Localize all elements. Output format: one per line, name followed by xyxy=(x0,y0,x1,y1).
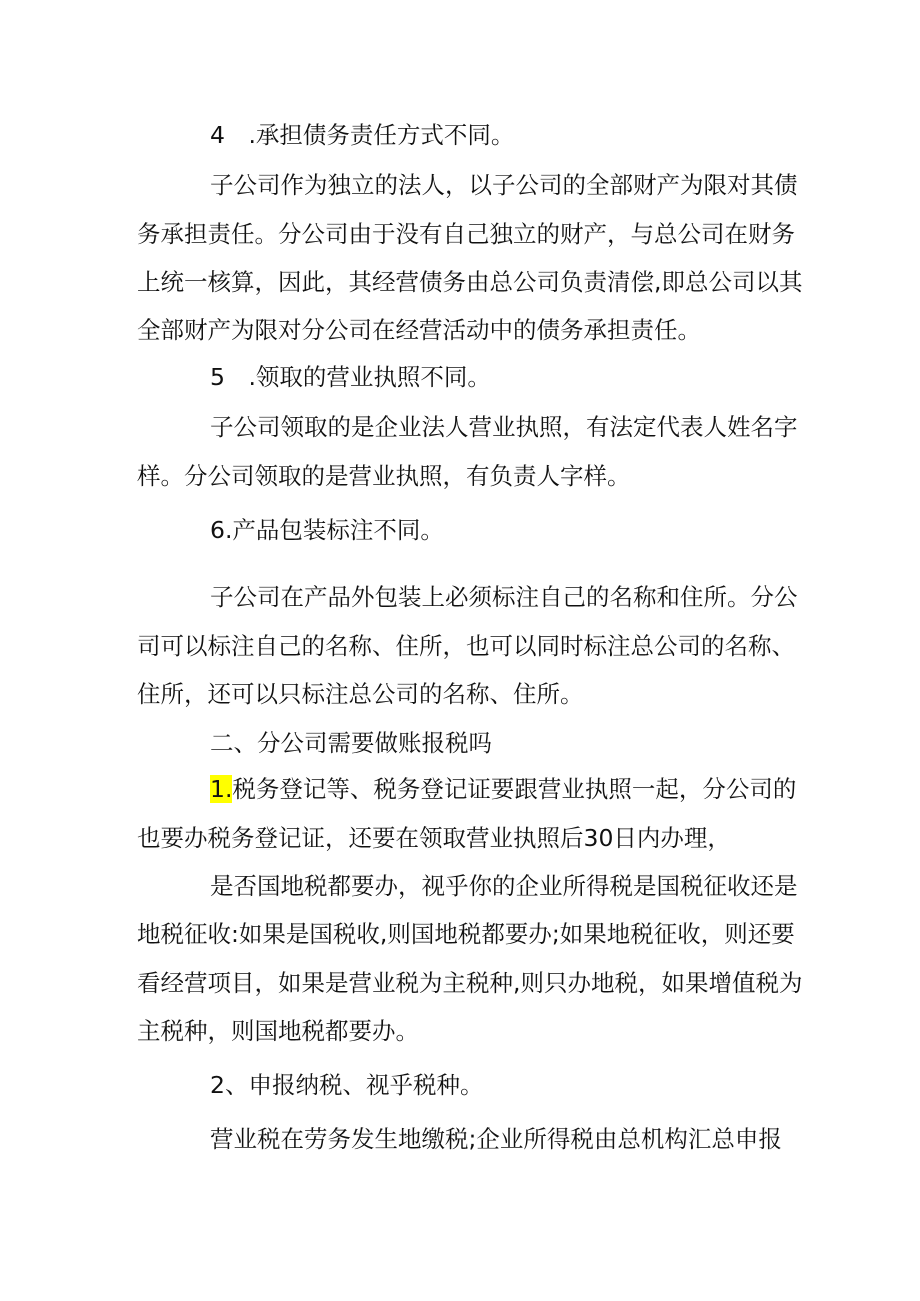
section-heading-er: 二、分公司需要做账报税吗 xyxy=(210,729,492,757)
paragraph-line: 营业税在劳务发生地缴税;企业所得税由总机构汇总申报 xyxy=(210,1125,782,1153)
section-heading-6: 6.产品包装标注不同。 xyxy=(210,516,444,544)
paragraph-line: 子公司作为独立的法人，以子公司的全部财产为限对其债 xyxy=(210,171,798,199)
section-heading-4: 4 .承担债务责任方式不同。 xyxy=(210,121,515,149)
paragraph-line: 也要办税务登记证，还要在领取营业执照后30日内办理， xyxy=(137,824,731,852)
section-heading-2: 2、申报纳税、视乎税种。 xyxy=(210,1071,484,1099)
paragraph-line: 司可以标注自己的名称、住所，也可以同时标注总公司的名称、 xyxy=(137,632,795,660)
paragraph-line: 住所，还可以只标注总公司的名称、住所。 xyxy=(137,680,584,708)
paragraph-line: 子公司领取的是企业法人营业执照，有法定代表人姓名字 xyxy=(210,413,798,441)
paragraph-line: 子公司在产品外包装上必须标注自己的名称和住所。分公 xyxy=(210,583,798,611)
paragraph-line: 样。分公司领取的是营业执照，有负责人字样。 xyxy=(137,462,631,490)
paragraph-line: 主税种，则国地税都要办。 xyxy=(137,1017,419,1045)
paragraph-line: 地税征收:如果是国税收,则国地税都要办;如果地税征收，则还要 xyxy=(137,920,795,948)
paragraph-line: 上统一核算，因此，其经营债务由总公司负责清偿,即总公司以其 xyxy=(137,268,803,296)
paragraph-line: 全部财产为限对分公司在经营活动中的债务承担责任。 xyxy=(137,316,701,344)
paragraph-line: 是否国地税都要办，视乎你的企业所得税是国税征收还是 xyxy=(210,872,798,900)
paragraph-line xyxy=(210,770,810,808)
paragraph-line-text: 税务登记等、税务登记证要跟营业执照一起，分公司的 xyxy=(232,775,797,803)
highlighted-number: 1. xyxy=(210,775,233,803)
section-heading-5: 5 .领取的营业执照不同。 xyxy=(210,363,491,391)
paragraph-line: 务承担责任。分公司由于没有自己独立的财产，与总公司在财务 xyxy=(137,220,795,248)
paragraph-line: 看经营项目，如果是营业税为主税种,则只办地税，如果增值税为 xyxy=(137,969,803,997)
